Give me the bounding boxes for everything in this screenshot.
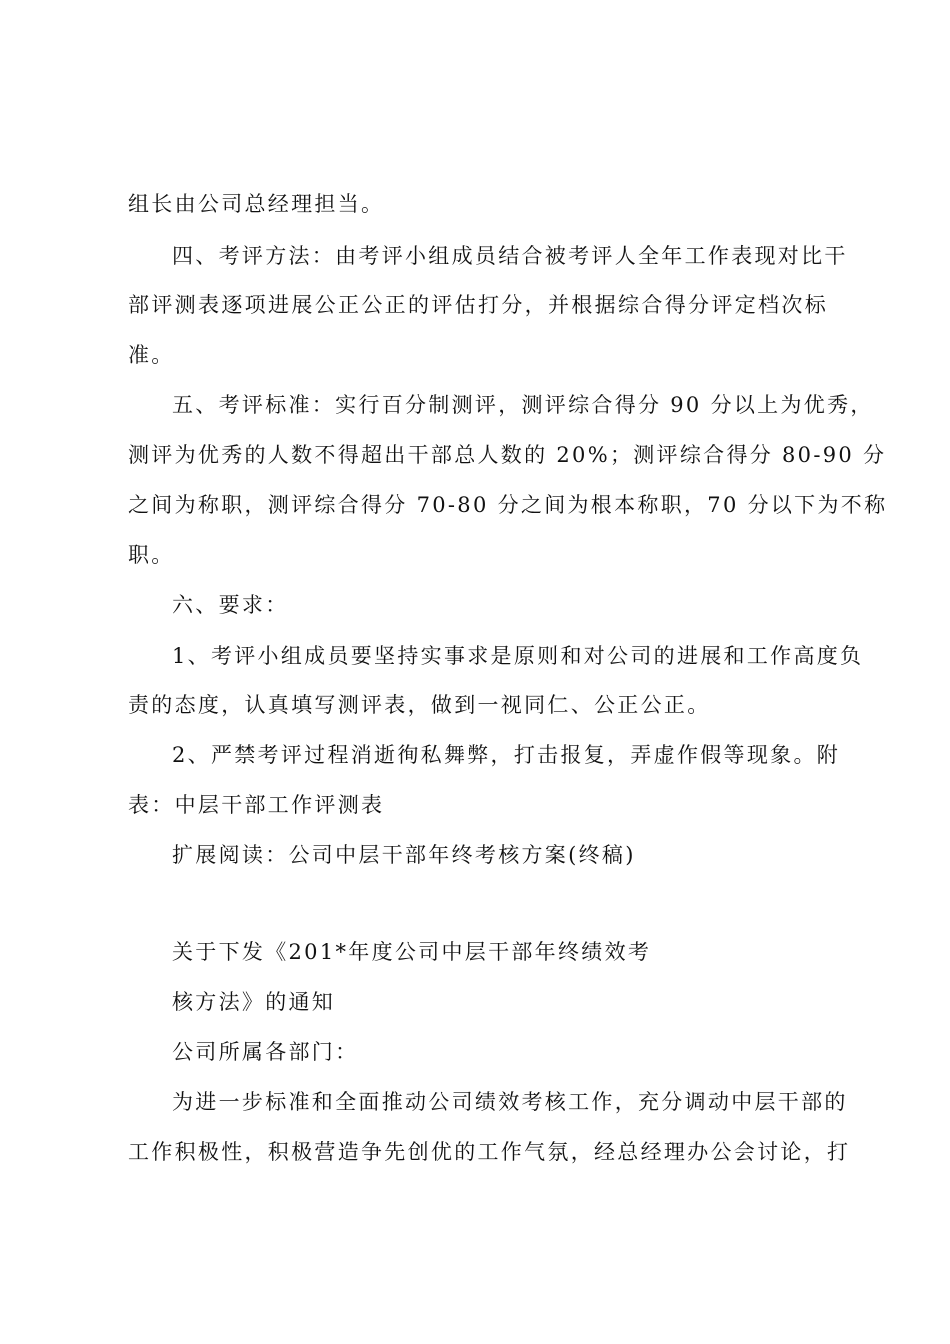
text-line: 组长由公司总经理担当。	[128, 192, 385, 216]
text-line: 四、考评方法：由考评小组成员结合被考评人全年工作表现对比干	[172, 244, 848, 268]
text-line: 六、要求：	[172, 593, 289, 617]
text-line: 工作积极性，积极营造争先创优的工作气氛，经总经理办公会讨论，打	[128, 1140, 851, 1164]
text-line: 公司所属各部门：	[172, 1040, 359, 1064]
text-line: 扩展阅读：公司中层干部年终考核方案(终稿)	[172, 843, 636, 867]
text-line: 为进一步标准和全面推动公司绩效考核工作，充分调动中层干部的	[172, 1090, 848, 1114]
text-line: 测评为优秀的人数不得超出干部总人数的 20%；测评综合得分 80-90 分	[128, 443, 887, 467]
text-line: 准。	[128, 343, 175, 367]
text-line: 1、考评小组成员要坚持实事求是原则和对公司的进展和工作高度负	[172, 644, 864, 668]
text-line: 五、考评标准：实行百分制测评，测评综合得分 90 分以上为优秀，	[172, 393, 874, 417]
text-line: 核方法》的通知	[172, 990, 336, 1014]
text-line: 表：中层干部工作评测表	[128, 793, 385, 817]
text-line: 责的态度，认真填写测评表，做到一视同仁、公正公正。	[128, 693, 711, 717]
text-line: 2、严禁考评过程消逝徇私舞弊，打击报复，弄虚作假等现象。附	[172, 743, 841, 767]
text-line: 关于下发《201*年度公司中层干部年终绩效考	[172, 940, 652, 964]
text-line: 职。	[128, 543, 175, 567]
text-line: 部评测表逐项进展公正公正的评估打分，并根据综合得分评定档次标	[128, 293, 828, 317]
text-line: 之间为称职，测评综合得分 70-80 分之间为根本称职，70 分以下为不称	[128, 493, 888, 517]
